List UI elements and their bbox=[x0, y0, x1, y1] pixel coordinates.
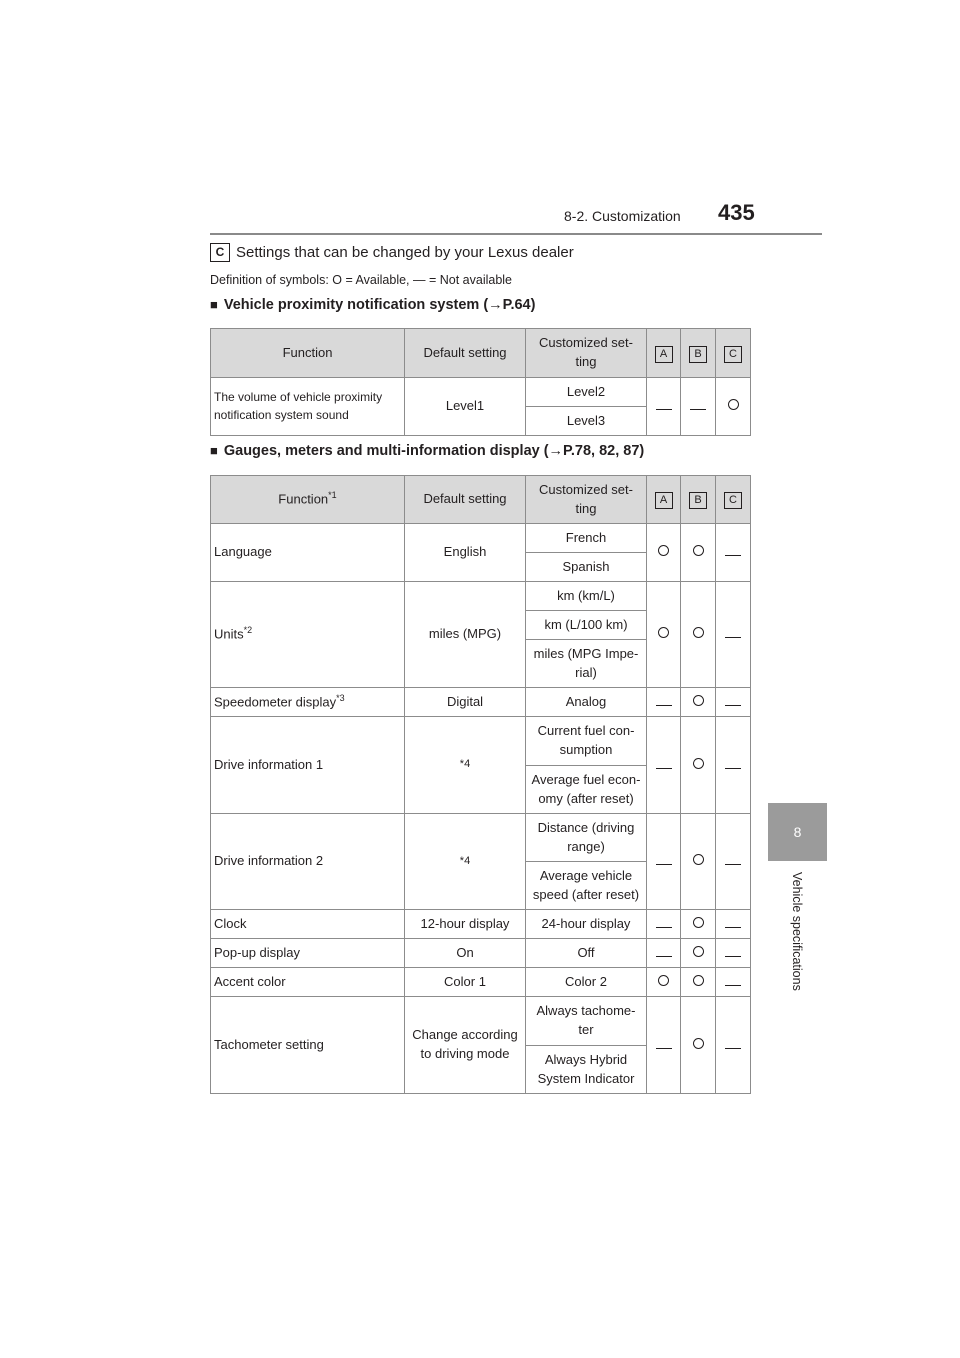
available-circle-icon bbox=[693, 854, 704, 865]
table-row bbox=[211, 582, 751, 611]
mark-b bbox=[681, 582, 716, 688]
header-b bbox=[681, 329, 716, 378]
default-cell: 12-hour display bbox=[405, 910, 526, 939]
section-title-gauges bbox=[210, 443, 644, 459]
table-row bbox=[211, 814, 751, 862]
function-cell bbox=[211, 910, 405, 939]
square-bullet-icon: ■ bbox=[210, 297, 218, 312]
mark-c bbox=[716, 814, 751, 910]
mark-c bbox=[716, 939, 751, 968]
mark-c bbox=[716, 524, 751, 582]
header-custom: Customized set-ting bbox=[526, 329, 647, 378]
available-circle-icon bbox=[693, 975, 704, 986]
function-cell bbox=[211, 524, 405, 582]
table-row bbox=[211, 378, 751, 407]
mark-a bbox=[647, 582, 681, 688]
not-available-dash-icon bbox=[725, 637, 741, 638]
not-available-dash-icon bbox=[656, 956, 672, 957]
custom-cell: French bbox=[526, 524, 647, 553]
mark-c bbox=[716, 582, 751, 688]
function-cell bbox=[211, 997, 405, 1094]
function-cell bbox=[211, 968, 405, 997]
table-row bbox=[211, 997, 751, 1046]
custom-cell: Spanish bbox=[526, 553, 647, 582]
mark-b bbox=[681, 939, 716, 968]
not-available-dash-icon bbox=[656, 705, 672, 706]
available-circle-icon bbox=[658, 545, 669, 556]
footnote-ref: *1 bbox=[328, 490, 337, 501]
mark-a bbox=[647, 997, 681, 1094]
not-available-dash-icon bbox=[725, 555, 741, 556]
intro-line bbox=[210, 243, 574, 262]
header-function bbox=[211, 476, 405, 524]
mark-b bbox=[681, 910, 716, 939]
mark-a bbox=[647, 939, 681, 968]
available-circle-icon bbox=[658, 975, 669, 986]
not-available-dash-icon bbox=[656, 768, 672, 769]
mark-c bbox=[716, 997, 751, 1094]
available-circle-icon bbox=[693, 917, 704, 928]
mark-a bbox=[647, 717, 681, 814]
not-available-dash-icon bbox=[656, 1048, 672, 1049]
default-cell: *4 bbox=[405, 717, 526, 814]
function-cell: The volume of vehicle proximity notification system sound bbox=[211, 378, 405, 436]
function-text: Tachometer setting bbox=[214, 1036, 324, 1052]
default-cell: Digital bbox=[405, 688, 526, 717]
column-c-badge: C bbox=[724, 346, 742, 363]
custom-cell: miles (MPG Impe-rial) bbox=[526, 640, 647, 688]
chapter-title: Vehicle specifications bbox=[790, 872, 804, 991]
available-circle-icon bbox=[658, 627, 669, 638]
function-text: Accent color bbox=[214, 973, 286, 989]
section-title-proximity bbox=[210, 297, 535, 313]
function-text: Language bbox=[214, 544, 272, 560]
default-cell: Level1 bbox=[405, 378, 526, 436]
header-b bbox=[681, 476, 716, 524]
mark-c bbox=[716, 910, 751, 939]
mark-b bbox=[681, 688, 716, 717]
custom-cell: 24-hour display bbox=[526, 910, 647, 939]
custom-cell: Always Hybrid System Indicator bbox=[526, 1046, 647, 1094]
section-title-text: Vehicle proximity notification system (→P.64) bbox=[223, 297, 536, 313]
custom-cell: Current fuel con-sumption bbox=[526, 717, 647, 766]
not-available-dash-icon bbox=[725, 705, 741, 706]
not-available-dash-icon bbox=[656, 409, 672, 410]
column-a-badge: A bbox=[655, 492, 673, 509]
available-circle-icon bbox=[693, 758, 704, 769]
available-circle-icon bbox=[728, 399, 739, 410]
custom-cell: Off bbox=[526, 939, 647, 968]
mark-a bbox=[647, 910, 681, 939]
header-a bbox=[647, 476, 681, 524]
custom-cell: km (km/L) bbox=[526, 582, 647, 611]
custom-cell: Average vehicle speed (after reset) bbox=[526, 862, 647, 910]
mark-c bbox=[716, 968, 751, 997]
table-row bbox=[211, 968, 751, 997]
default-cell: On bbox=[405, 939, 526, 968]
function-text: Drive information 2 bbox=[214, 853, 324, 869]
function-cell bbox=[211, 814, 405, 910]
default-cell: Change according to driving mode bbox=[405, 997, 526, 1094]
default-cell: miles (MPG) bbox=[405, 582, 526, 688]
mark-c bbox=[716, 688, 751, 717]
available-circle-icon bbox=[693, 946, 704, 957]
custom-cell: Always tachome-ter bbox=[526, 997, 647, 1046]
not-available-dash-icon bbox=[690, 409, 706, 410]
function-text: Pop-up display bbox=[214, 944, 300, 960]
custom-cell: Distance (driving range) bbox=[526, 814, 647, 862]
footnote-ref: *2 bbox=[243, 625, 253, 636]
function-cell bbox=[211, 939, 405, 968]
custom-cell: Level2 bbox=[526, 378, 647, 407]
mark-a bbox=[647, 814, 681, 910]
table-row bbox=[211, 717, 751, 766]
chapter-title-vertical bbox=[790, 872, 806, 1022]
symbol-definition: Definition of symbols: O = Available, — = Not available bbox=[210, 273, 513, 287]
not-available-dash-icon bbox=[725, 927, 741, 928]
column-b-badge: B bbox=[689, 346, 707, 363]
header-c bbox=[716, 329, 751, 378]
not-available-dash-icon bbox=[725, 768, 741, 769]
not-available-dash-icon bbox=[725, 956, 741, 957]
custom-cell: Analog bbox=[526, 688, 647, 717]
not-available-dash-icon bbox=[725, 864, 741, 865]
mark-b bbox=[681, 968, 716, 997]
table-row bbox=[211, 939, 751, 968]
function-text: Clock bbox=[214, 915, 247, 931]
function-cell bbox=[211, 582, 405, 688]
table-row bbox=[211, 910, 751, 939]
available-circle-icon bbox=[693, 1038, 704, 1049]
mark-b bbox=[681, 997, 716, 1094]
mark-c bbox=[716, 378, 751, 436]
section-title-text: Gauges, meters and multi-information display (→P.78, 82, 87) bbox=[223, 443, 645, 459]
default-cell: Color 1 bbox=[405, 968, 526, 997]
mark-b bbox=[681, 378, 716, 436]
mark-b bbox=[681, 524, 716, 582]
header-default: Default setting bbox=[405, 329, 526, 378]
available-circle-icon bbox=[693, 695, 704, 706]
proximity-table bbox=[210, 328, 751, 436]
chapter-tab bbox=[768, 803, 827, 861]
footnote-ref: *3 bbox=[336, 692, 345, 703]
function-text: Speedometer display bbox=[214, 694, 337, 710]
column-a-badge: A bbox=[655, 346, 673, 363]
custom-cell: Color 2 bbox=[526, 968, 647, 997]
table-row bbox=[211, 688, 751, 717]
gauges-table bbox=[210, 475, 751, 1094]
header-custom: Customized set-ting bbox=[526, 476, 647, 524]
chapter-number: 8 bbox=[793, 824, 802, 840]
mark-a bbox=[647, 524, 681, 582]
custom-cell: Average fuel econ-omy (after reset) bbox=[526, 766, 647, 814]
function-text: Units bbox=[214, 626, 244, 642]
default-cell: *4 bbox=[405, 814, 526, 910]
custom-cell: Level3 bbox=[526, 407, 647, 436]
default-cell: English bbox=[405, 524, 526, 582]
custom-cell: km (L/100 km) bbox=[526, 611, 647, 640]
not-available-dash-icon bbox=[656, 927, 672, 928]
function-cell bbox=[211, 717, 405, 814]
square-bullet-icon: ■ bbox=[210, 443, 218, 458]
header-function-text: Function bbox=[278, 491, 329, 507]
page-number: 435 bbox=[718, 200, 755, 225]
mark-a bbox=[647, 968, 681, 997]
not-available-dash-icon bbox=[656, 864, 672, 865]
running-header-section: 8-2. Customization bbox=[564, 208, 681, 224]
table-header-row bbox=[211, 476, 751, 524]
available-circle-icon bbox=[693, 627, 704, 638]
header-default: Default setting bbox=[405, 476, 526, 524]
header-c bbox=[716, 476, 751, 524]
mark-b bbox=[681, 717, 716, 814]
mark-c bbox=[716, 717, 751, 814]
column-b-badge: B bbox=[689, 492, 707, 509]
dealer-badge: C bbox=[210, 243, 230, 262]
table-row bbox=[211, 524, 751, 553]
mark-b bbox=[681, 814, 716, 910]
not-available-dash-icon bbox=[725, 985, 741, 986]
not-available-dash-icon bbox=[725, 1048, 741, 1049]
table-header-row bbox=[211, 329, 751, 378]
function-cell bbox=[211, 688, 405, 717]
available-circle-icon bbox=[693, 545, 704, 556]
column-c-badge: C bbox=[724, 492, 742, 509]
mark-a bbox=[647, 378, 681, 436]
header-a bbox=[647, 329, 681, 378]
header-function: Function bbox=[211, 329, 405, 378]
mark-a bbox=[647, 688, 681, 717]
function-text: Drive information 1 bbox=[214, 756, 324, 772]
intro-text: Settings that can be changed by your Lexus dealer bbox=[236, 244, 574, 261]
header-rule bbox=[210, 233, 822, 235]
